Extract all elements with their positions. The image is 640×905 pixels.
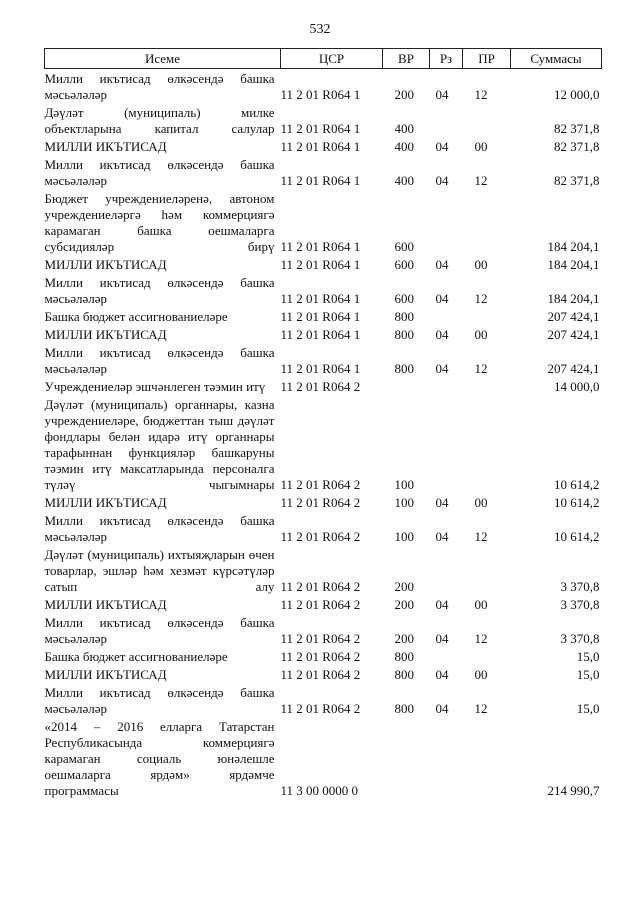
row-name: Милли икътисад өлкәсендә башка мәсьәләләр — [44, 345, 275, 376]
row-sum: 184 204,1 — [547, 257, 600, 272]
row-name: Дәүләт (муниципаль) милке объектларына капитал салулар — [44, 105, 275, 136]
table-row — [45, 189, 602, 255]
row-vr: 400 — [394, 139, 414, 154]
row-pr — [463, 307, 511, 325]
row-csr: 11 3 00 0000 0 — [280, 783, 359, 798]
row-rz: 04 — [435, 495, 449, 510]
row-csr: 11 2 01 R064 2 — [280, 701, 361, 716]
row-vr: 100 — [394, 529, 414, 544]
budget-table — [44, 48, 602, 799]
row-sum: 15,0 — [576, 701, 600, 716]
row-rz — [430, 189, 463, 255]
table-row — [45, 69, 602, 104]
row-vr: 800 — [394, 649, 414, 664]
row-rz — [430, 717, 463, 799]
row-csr: 11 2 01 R064 2 — [280, 579, 361, 594]
row-rz: 04 — [435, 291, 449, 306]
row-sum: 10 614,2 — [554, 529, 600, 544]
table-row — [45, 325, 602, 343]
row-rz: 04 — [435, 139, 449, 154]
row-csr: 11 2 01 R064 2 — [280, 667, 361, 682]
row-sum: 14 000,0 — [554, 379, 600, 394]
row-name: Милли икътисад өлкәсендә башка мәсьәләләр — [44, 71, 275, 102]
row-csr: 11 2 01 R064 1 — [280, 173, 361, 188]
row-vr: 100 — [394, 495, 414, 510]
row-csr: 11 2 01 R064 2 — [280, 649, 361, 664]
row-pr: 00 — [474, 327, 488, 342]
row-pr — [463, 189, 511, 255]
row-sum: 3 370,8 — [560, 579, 600, 594]
row-sum: 82 371,8 — [554, 173, 600, 188]
table-row — [45, 493, 602, 511]
row-name: Башка бюджет ассигнованиеләре — [44, 309, 228, 324]
row-rz: 04 — [435, 667, 449, 682]
table-row — [45, 155, 602, 189]
row-vr — [383, 377, 430, 395]
row-vr: 800 — [394, 701, 414, 716]
row-pr: 12 — [474, 87, 488, 102]
row-vr: 800 — [394, 667, 414, 682]
row-pr — [463, 545, 511, 595]
row-pr: 12 — [474, 361, 488, 376]
row-csr: 11 2 01 R064 2 — [280, 631, 361, 646]
row-name: Дәүләт (муниципаль) ихтыяҗларын өчен товарлар, эшләр һәм хезмәт күрсәтүләр сатып алу — [44, 547, 275, 594]
row-csr: 11 2 01 R064 1 — [280, 291, 361, 306]
row-vr: 200 — [394, 579, 414, 594]
row-sum: 184 204,1 — [547, 291, 600, 306]
row-name: Милли икътисад өлкәсендә башка мәсьәләләр — [44, 275, 275, 306]
row-csr: 11 2 01 R064 1 — [280, 121, 361, 136]
row-pr — [463, 717, 511, 799]
table-row — [45, 595, 602, 613]
row-pr — [463, 647, 511, 665]
column-header-rz: Рз — [430, 49, 463, 69]
column-header-sum: Суммасы — [511, 49, 602, 69]
row-sum: 207 424,1 — [547, 309, 600, 324]
table-row — [45, 511, 602, 545]
table-row — [45, 103, 602, 137]
row-rz — [430, 647, 463, 665]
table-row — [45, 137, 602, 155]
column-header-vr: ВР — [383, 49, 430, 69]
table-row — [45, 683, 602, 717]
row-sum: 10 614,2 — [554, 477, 600, 492]
row-name: Бюджет учреждениеләренә, автоном учреждениеләргә һәм коммерциягә карамаган башка оешмаларга субсидияләр бирү — [44, 191, 275, 254]
row-name: МИЛЛИ ИКЪТИСАД — [44, 495, 167, 510]
row-name: Башка бюджет ассигнованиеләре — [44, 649, 228, 664]
table-row — [45, 665, 602, 683]
row-vr: 600 — [394, 257, 414, 272]
row-pr: 00 — [474, 667, 488, 682]
row-rz: 04 — [435, 173, 449, 188]
row-rz — [430, 103, 463, 137]
row-vr: 800 — [394, 361, 414, 376]
row-sum: 207 424,1 — [547, 327, 600, 342]
row-rz: 04 — [435, 597, 449, 612]
table-row — [45, 395, 602, 493]
row-rz: 04 — [435, 87, 449, 102]
table-row — [45, 717, 602, 799]
row-name: Милли икътисад өлкәсендә башка мәсьәләләр — [44, 513, 275, 544]
table-body — [45, 69, 602, 800]
row-vr: 800 — [394, 327, 414, 342]
row-csr: 11 2 01 R064 1 — [280, 327, 361, 342]
row-csr: 11 2 01 R064 1 — [280, 139, 361, 154]
row-name: Учреждениеләр эшчәнлеген тәэмин итү — [44, 379, 266, 394]
row-csr: 11 2 01 R064 2 — [280, 529, 361, 544]
row-pr: 12 — [474, 529, 488, 544]
row-name: «2014 – 2016 елларга Татарстан Республикасында коммерциягә карамаган социаль юнәлешле оешмаларга ярдәм» ярдәмче программасы — [44, 719, 275, 798]
row-rz — [430, 395, 463, 493]
column-header-name: Исеме — [45, 49, 281, 69]
row-pr: 00 — [474, 139, 488, 154]
row-sum: 10 614,2 — [554, 495, 600, 510]
row-rz: 04 — [435, 327, 449, 342]
row-rz: 04 — [435, 361, 449, 376]
row-pr — [463, 103, 511, 137]
table-row — [45, 307, 602, 325]
row-csr: 11 2 01 R064 1 — [280, 239, 361, 254]
row-vr: 600 — [394, 239, 414, 254]
row-sum: 3 370,8 — [560, 631, 600, 646]
row-name: МИЛЛИ ИКЪТИСАД — [44, 139, 167, 154]
row-sum: 82 371,8 — [554, 121, 600, 136]
row-rz — [430, 377, 463, 395]
row-name: Дәүләт (муниципаль) органнары, казна учреждениеләре, бюджеттан тыш дәүләт фондлары белән идарә итү органнары тарафыннан функцияләр башкаруны тәэмин итү максатларында персоналга түләү чыгымнары — [44, 397, 275, 492]
row-vr: 800 — [394, 309, 414, 324]
row-csr: 11 2 01 R064 2 — [280, 477, 361, 492]
row-pr — [463, 377, 511, 395]
row-pr: 12 — [474, 173, 488, 188]
row-csr: 11 2 01 R064 2 — [280, 495, 361, 510]
row-vr: 200 — [394, 597, 414, 612]
row-vr: 200 — [394, 87, 414, 102]
table-row — [45, 273, 602, 307]
row-sum: 15,0 — [576, 649, 600, 664]
row-vr: 200 — [394, 631, 414, 646]
row-name: МИЛЛИ ИКЪТИСАД — [44, 597, 167, 612]
row-rz: 04 — [435, 631, 449, 646]
row-pr: 12 — [474, 701, 488, 716]
row-pr: 00 — [474, 257, 488, 272]
row-rz — [430, 545, 463, 595]
row-name: Милли икътисад өлкәсендә башка мәсьәләләр — [44, 615, 275, 646]
table-row — [45, 377, 602, 395]
row-csr: 11 2 01 R064 2 — [280, 379, 361, 394]
row-sum: 15,0 — [576, 667, 600, 682]
row-name: МИЛЛИ ИКЪТИСАД — [44, 667, 167, 682]
row-vr: 400 — [394, 121, 414, 136]
column-header-csr: ЦСР — [281, 49, 383, 69]
row-sum: 184 204,1 — [547, 239, 600, 254]
row-pr: 00 — [474, 597, 488, 612]
row-name: МИЛЛИ ИКЪТИСАД — [44, 257, 167, 272]
row-csr: 11 2 01 R064 1 — [280, 309, 361, 324]
row-name: Милли икътисад өлкәсендә башка мәсьәләләр — [44, 157, 275, 188]
page-number: 532 — [309, 22, 331, 37]
row-vr — [383, 717, 430, 799]
row-pr — [463, 395, 511, 493]
row-vr: 400 — [394, 173, 414, 188]
row-csr: 11 2 01 R064 1 — [280, 361, 361, 376]
column-header-pr: ПР — [463, 49, 511, 69]
row-pr: 12 — [474, 291, 488, 306]
row-rz: 04 — [435, 701, 449, 716]
row-sum: 214 990,7 — [547, 783, 600, 798]
row-rz — [430, 307, 463, 325]
table-row — [45, 647, 602, 665]
row-rz: 04 — [435, 529, 449, 544]
row-sum: 82 371,8 — [554, 139, 600, 154]
row-csr: 11 2 01 R064 1 — [280, 87, 361, 102]
row-vr: 600 — [394, 291, 414, 306]
table-row — [45, 255, 602, 273]
row-sum: 207 424,1 — [547, 361, 600, 376]
row-name: Милли икътисад өлкәсендә башка мәсьәләләр — [44, 685, 275, 716]
row-name: МИЛЛИ ИКЪТИСАД — [44, 327, 167, 342]
row-pr: 12 — [474, 631, 488, 646]
table-header — [45, 49, 602, 69]
row-sum: 3 370,8 — [560, 597, 600, 612]
row-csr: 11 2 01 R064 2 — [280, 597, 361, 612]
table-row — [45, 343, 602, 377]
row-sum: 12 000,0 — [554, 87, 600, 102]
row-rz: 04 — [435, 257, 449, 272]
row-pr: 00 — [474, 495, 488, 510]
table-row — [45, 545, 602, 595]
table-row — [45, 613, 602, 647]
row-csr: 11 2 01 R064 1 — [280, 257, 361, 272]
row-vr: 100 — [394, 477, 414, 492]
